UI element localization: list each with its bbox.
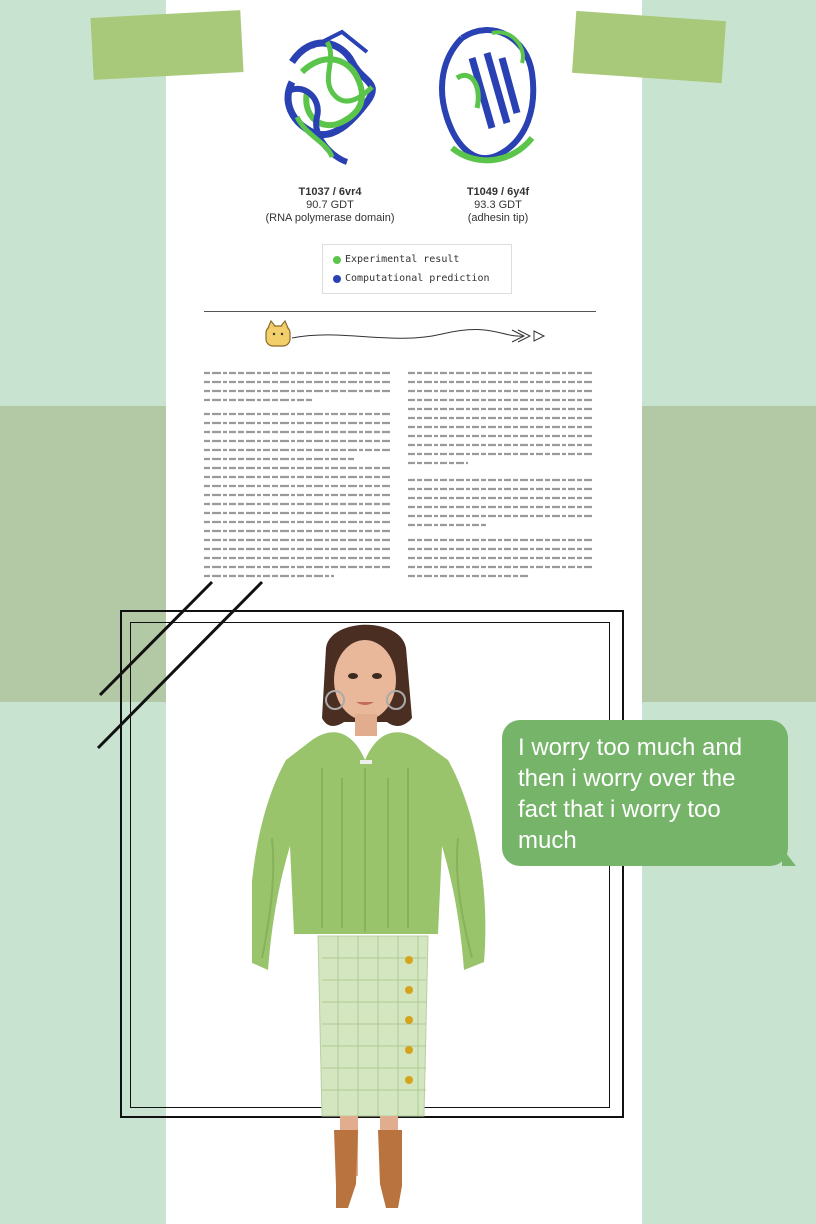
cat-icon (266, 326, 290, 346)
shoe-right (378, 1130, 402, 1208)
legend-item-experimental (333, 254, 459, 265)
legend-item-computational (333, 273, 490, 284)
washi-tape-left (90, 10, 243, 80)
article-text-column-left (204, 370, 394, 582)
blue-dot-icon (333, 275, 341, 283)
arrow-head-icon (534, 331, 544, 341)
divider-line (204, 311, 596, 312)
legend-label: Computational prediction (345, 273, 490, 284)
fashion-figure (252, 618, 496, 1218)
message-text: I worry too much and then i worry over the fact that i worry too much (518, 734, 743, 854)
cat-arrow-doodle (262, 320, 552, 352)
green-cardigan (252, 732, 485, 970)
message-bubble-tail (782, 848, 796, 866)
protein-score: 90.7 GDT (306, 199, 354, 211)
diagonal-lines (90, 570, 270, 760)
protein-structure-t1049 (432, 18, 548, 178)
protein-caption-1 (248, 186, 412, 225)
protein-desc: (adhesin tip) (467, 212, 529, 224)
protein-structure-t1037 (272, 22, 392, 172)
figure-legend (322, 244, 512, 294)
protein-caption-2 (430, 186, 566, 225)
green-dot-icon (333, 256, 341, 264)
protein-id: T1037 / 6vr4 (298, 186, 362, 198)
protein-desc: (RNA polymerase domain) (265, 212, 395, 224)
washi-tape-right (572, 11, 726, 83)
article-text-column-right (408, 370, 598, 582)
protein-id: T1049 / 6y4f (466, 186, 530, 198)
face (334, 640, 396, 720)
shoe-left (334, 1130, 358, 1208)
text-message-bubble (502, 720, 788, 866)
protein-score: 93.3 GDT (474, 199, 522, 211)
legend-label: Experimental result (345, 254, 460, 265)
